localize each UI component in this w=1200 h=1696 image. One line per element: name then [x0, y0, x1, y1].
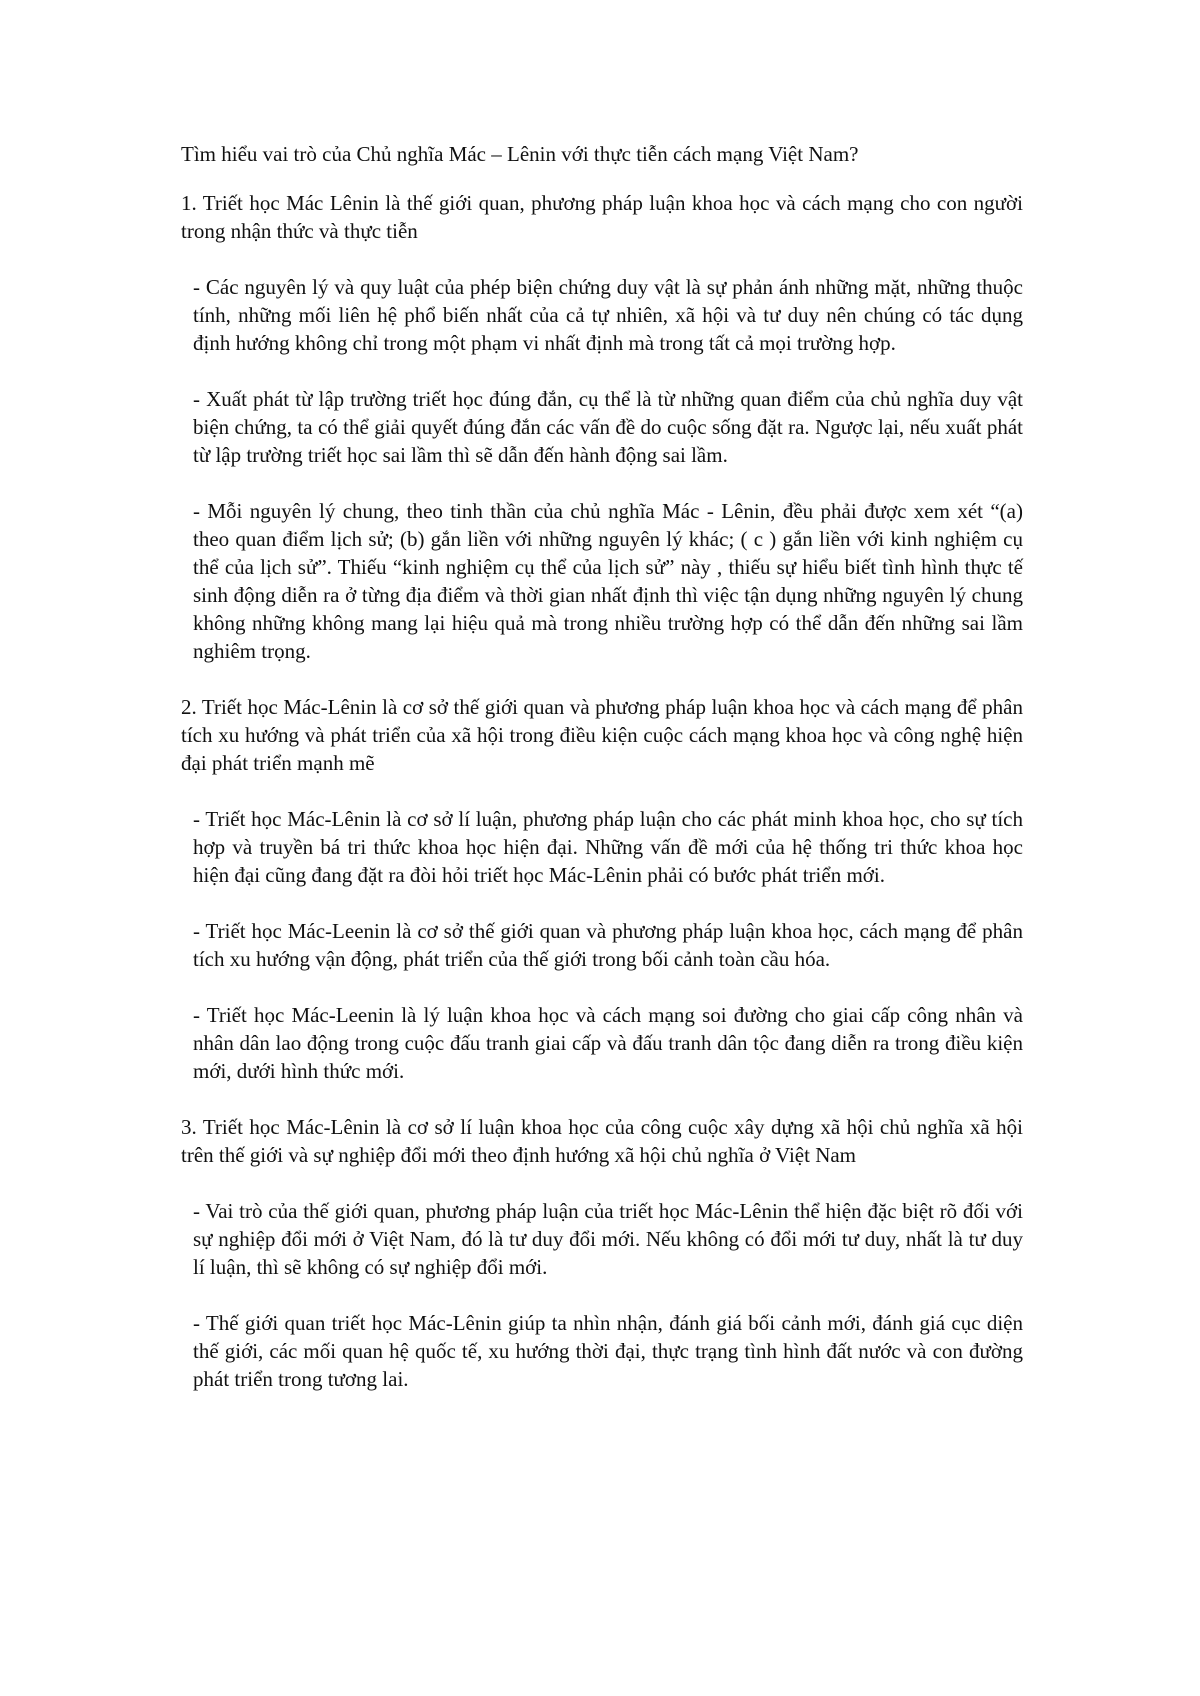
section-3-bullet-2: - Thế giới quan triết học Mác-Lênin giúp ta nhìn nhận, đánh giá bối cảnh mới, đánh giá cục diện thế giới, các mối quan hệ quốc tế, xu hướng thời đại, thực trạng tình hình đất nước và con đường phát triển trong tương lai.: [193, 1311, 1023, 1391]
section-1-bullet-3: - Mỗi nguyên lý chung, theo tinh thần của chủ nghĩa Mác - Lênin, đều phải được xem xét “(a) theo quan điểm lịch sử; (b) gắn liền với những nguyên lý khác; ( c ) gắn liền với kinh nghiệm cụ thể của lịch sử”. Thiếu “kinh nghiệm cụ thể của lịch sử” này , thiếu sự hiểu biết tình hình thực tế sinh động diễn ra ở từng địa điểm và thời gian nhất định thì việc tận dụng những nguyên lý chung không những không mang lại hiệu quả mà trong nhiều trường hợp có thể dẫn đến những sai lầm nghiêm trọng.: [193, 499, 1023, 663]
section-1-bullet-1: - Các nguyên lý và quy luật của phép biện chứng duy vật là sự phản ánh những mặt, những thuộc tính, những mối liên hệ phổ biến nhất của cả tự nhiên, xã hội và tư duy nên chúng có tác dụng định hướng không chỉ trong một phạm vi nhất định mà trong tất cả mọi trường hợp.: [193, 275, 1023, 355]
section-1-heading: 1. Triết học Mác Lênin là thế giới quan, phương pháp luận khoa học và cách mạng cho con người trong nhận thức và thực tiễn: [181, 191, 1023, 243]
section-2-bullet-1: - Triết học Mác-Lênin là cơ sở lí luận, phương pháp luận cho các phát minh khoa học, cho sự tích hợp và truyền bá tri thức khoa học hiện đại. Những vấn đề mới của hệ thống tri thức khoa học hiện đại cũng đang đặt ra đòi hỏi triết học Mác-Lênin phải có bước phát triển mới.: [193, 807, 1023, 887]
section-2-bullet-2: - Triết học Mác-Leenin là cơ sở thế giới quan và phương pháp luận khoa học, cách mạng để phân tích xu hướng vận động, phát triển của thế giới trong bối cảnh toàn cầu hóa.: [193, 919, 1023, 971]
section-2-heading: 2. Triết học Mác-Lênin là cơ sở thế giới quan và phương pháp luận khoa học và cách mạng để phân tích xu hướng và phát triển của xã hội trong điều kiện cuộc cách mạng khoa học và công nghệ hiện đại phát triển mạnh mẽ: [181, 695, 1023, 775]
document-title: Tìm hiểu vai trò của Chủ nghĩa Mác – Lênin với thực tiễn cách mạng Việt Nam?: [181, 142, 859, 166]
document-page: [181, 140, 1023, 1421]
section-1-bullet-2: - Xuất phát từ lập trường triết học đúng đắn, cụ thể là từ những quan điểm của chủ nghĩa duy vật biện chứng, ta có thể giải quyết đúng đắn các vấn đề do cuộc sống đặt ra. Ngược lại, nếu xuất phát từ lập trường triết học sai lầm thì sẽ dẫn đến hành động sai lầm.: [193, 387, 1023, 467]
section-3-heading: 3. Triết học Mác-Lênin là cơ sở lí luận khoa học của công cuộc xây dựng xã hội chủ nghĩa xã hội trên thế giới và sự nghiệp đổi mới theo định hướng xã hội chủ nghĩa ở Việt Nam: [181, 1115, 1023, 1167]
section-2-bullet-3: - Triết học Mác-Leenin là lý luận khoa học và cách mạng soi đường cho giai cấp công nhân và nhân dân lao động trong cuộc đấu tranh giai cấp và đấu tranh dân tộc đang diễn ra trong điều kiện mới, dưới hình thức mới.: [193, 1003, 1023, 1083]
section-3-bullet-1: - Vai trò của thế giới quan, phương pháp luận của triết học Mác-Lênin thể hiện đặc biệt rõ đối với sự nghiệp đổi mới ở Việt Nam, đó là tư duy đổi mới. Nếu không có đổi mới tư duy, nhất là tư duy lí luận, thì sẽ không có sự nghiệp đổi mới.: [193, 1199, 1023, 1279]
